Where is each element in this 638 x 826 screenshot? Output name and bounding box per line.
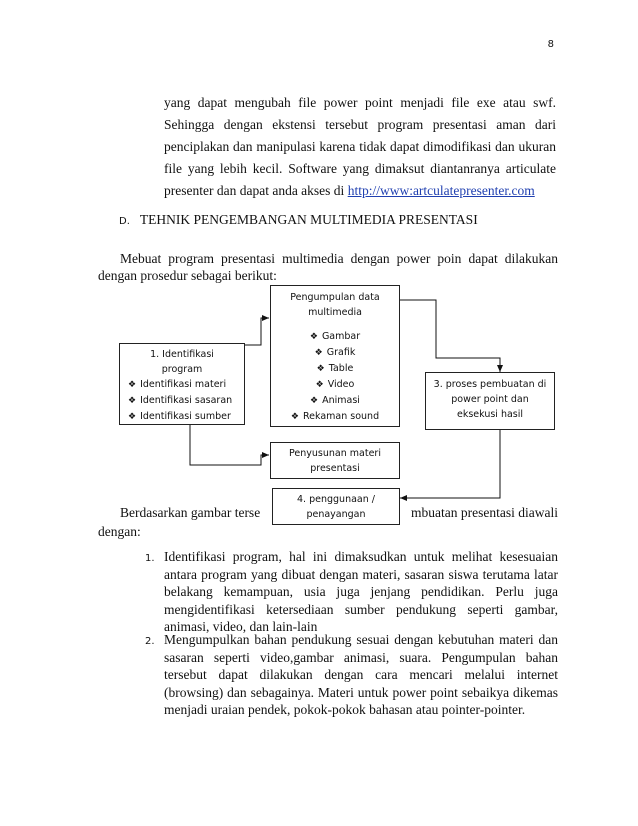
arrow-collection-to-process	[400, 300, 500, 372]
data-collection-item: ❖ Video	[315, 379, 355, 390]
identification-box	[119, 343, 245, 425]
data-collection-item: ❖ Table	[316, 363, 354, 374]
diamond-bullet-icon: ❖	[128, 380, 137, 390]
identification-item: ❖ Identifikasi sumber	[128, 411, 231, 422]
list-number: 2.	[145, 636, 155, 647]
diamond-bullet-icon: ❖	[315, 380, 324, 390]
arrangement-text: presentasi	[310, 463, 360, 474]
identification-title: 1. Identifikasi	[150, 349, 214, 360]
arrow-identification-to-arrangement	[190, 425, 269, 465]
paragraph-line: yang dapat mengubah file power point menjadi file exe atau swf.	[164, 95, 556, 110]
identification-title: program	[161, 364, 203, 375]
identification-item: ❖ Identifikasi sasaran	[128, 395, 233, 406]
diamond-bullet-icon: ❖	[314, 348, 323, 358]
data-collection-item: ❖ Gambar	[309, 331, 361, 342]
list-number: 1.	[145, 553, 155, 564]
diamond-bullet-icon: ❖	[128, 412, 137, 422]
articulate-link[interactable]: http://www:artculatepresenter.com	[347, 183, 535, 198]
after-diagram-left: Berdasarkan gambar terse	[120, 505, 261, 520]
diamond-bullet-icon: ❖	[128, 396, 137, 406]
data-collection-item: ❖ Rekaman sound	[290, 411, 380, 422]
arrow-identification-to-collection	[245, 318, 269, 345]
paragraph-line: Sehingga dengan ekstensi tersebut program presentasi aman dari	[164, 117, 556, 132]
after-diagram-right: mbuatan presentasi diawali	[411, 505, 558, 520]
arrow-process-to-usage	[400, 430, 500, 498]
diamond-bullet-icon: ❖	[290, 412, 299, 422]
process-text: 3. proses pembuatan di	[433, 379, 547, 390]
material-arrangement-box	[270, 442, 400, 479]
arrangement-text: Penyusunan materi	[289, 448, 381, 459]
intro-line: Mebuat program presentasi multimedia dengan power poin dapat dilakukan	[120, 251, 558, 266]
diamond-bullet-icon: ❖	[310, 396, 319, 406]
process-text: eksekusi hasil	[456, 409, 524, 420]
page-number: 8	[547, 39, 554, 50]
data-collection-title: multimedia	[308, 307, 362, 318]
list-item: Identifikasi program, hal ini dimaksudkan untuk melihat kesesuaian antara program yang dibuat dengan materi, sasaran siswa terutama latar belakang kemampuan, usia juga jenjang pendidikan. Perlu juga mengidentifikasi ketersediaan sumber pendukung seperti gambar, animasi, video, dan lain-lain	[164, 549, 558, 635]
data-collection-item: ❖ Grafik	[314, 347, 356, 358]
list-item: Mengumpulkan bahan pendukung sesuai dengan kebutuhan materi dan sasaran seperti video,gambar animasi, suara. Pengumpulan bahan tersebut dapat dilakukan dengan cara mencari melalui internet (browsing) dan sebagainya. Materi untuk power point sebaikya dikemas menjadi uraian pendek, pokok-pokok bahasan atau pointer-pointer.	[164, 632, 558, 718]
paragraph-line: penciplakan dan manipulasi karena tidak dapat dimodifikasi dan ukuran	[164, 139, 556, 154]
identification-item: ❖ Identifikasi materi	[128, 379, 227, 390]
after-diagram-line2: dengan:	[98, 524, 141, 539]
section-number: D.	[119, 216, 130, 227]
usage-text: 4. penggunaan /	[297, 494, 375, 505]
diamond-bullet-icon: ❖	[309, 332, 318, 342]
usage-box	[272, 488, 400, 525]
paragraph-line: file yang lebih kecil. Software yang dimaksut diantanranya articulate	[164, 161, 556, 176]
data-collection-title: Pengumpulan data	[290, 292, 380, 303]
section-title: TEHNIK PENGEMBANGAN MULTIMEDIA PRESENTASI	[139, 212, 478, 227]
process-box	[425, 372, 555, 430]
diamond-bullet-icon: ❖	[316, 364, 325, 374]
data-collection-item: ❖ Animasi	[310, 395, 360, 406]
intro-line: dengan prosedur sebagai berikut:	[98, 268, 277, 283]
usage-text: penayangan	[306, 509, 366, 520]
paragraph-text: presenter dan dapat anda akses di	[164, 183, 348, 198]
process-text: power point dan	[451, 394, 529, 405]
data-collection-box	[270, 285, 400, 427]
